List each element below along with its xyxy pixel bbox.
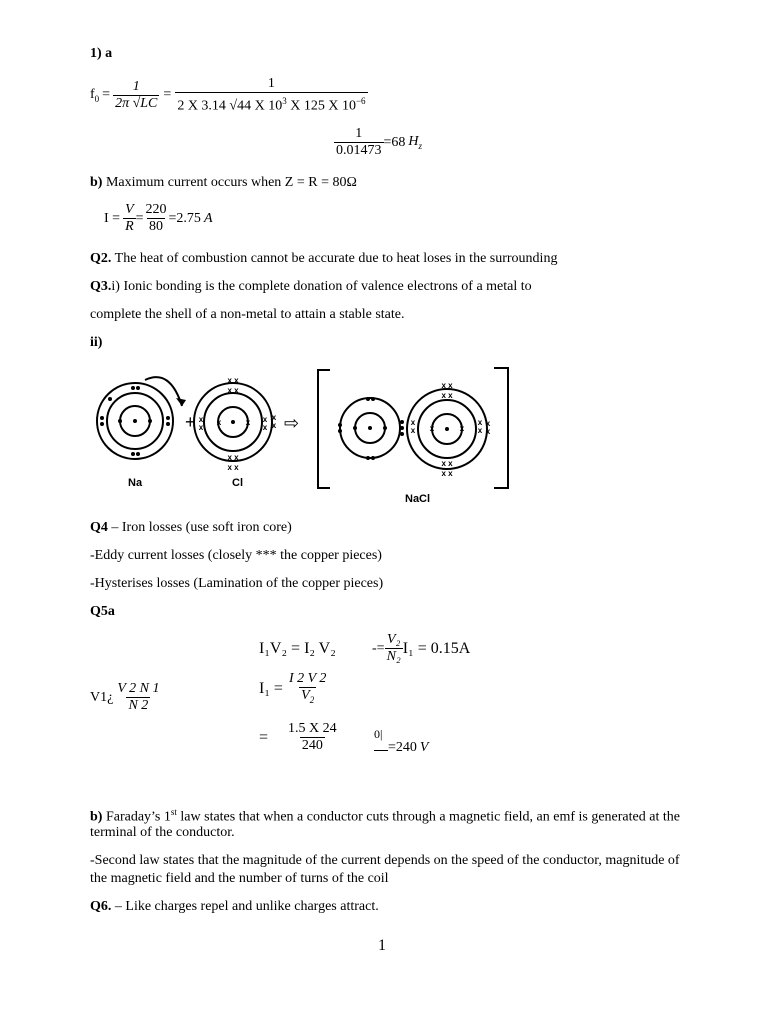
current-lhs: I =: [104, 210, 121, 226]
partial-fraction: 0|: [374, 727, 383, 741]
turns-fraction: [385, 632, 403, 665]
svg-text:x: x: [271, 413, 277, 422]
q3-line1: Q3.i) Ionic bonding is the complete donation of valence electrons of a metal to: [90, 279, 532, 294]
result-fraction: [334, 126, 384, 159]
v1-value: =240: [388, 740, 417, 755]
svg-text:x: x: [245, 418, 251, 427]
v1-unit: V: [419, 740, 429, 755]
f0-result: [334, 126, 422, 159]
electron-transfer-arrow: [145, 377, 182, 406]
q5b-second-law-1: -Second law states that the magnitude of the current depends on the speed of the conductor, magnitude of: [90, 853, 680, 868]
q5b-line2: terminal of the conductor.: [90, 825, 235, 840]
v1-fraction: [115, 681, 161, 714]
equals-sign: =: [102, 87, 111, 103]
svg-text:x x: x x: [441, 381, 453, 390]
svg-text:x: x: [477, 418, 483, 427]
svg-text:x: x: [262, 423, 268, 432]
svg-text:x: x: [477, 426, 483, 435]
fraction-numerator: 1: [355, 126, 363, 141]
svg-text:x: x: [410, 418, 416, 427]
plus-sign: +: [185, 412, 196, 432]
reaction-arrow: ⇨: [284, 413, 300, 433]
fraction-numerator: 1: [267, 76, 275, 91]
fraction-numerator: V: [125, 202, 134, 217]
q4-line1: Q4 – Iron losses (use soft iron core): [90, 520, 292, 535]
current-unit: A: [203, 210, 213, 226]
fraction-numerator: V₂: [386, 632, 401, 647]
svg-text:x: x: [459, 424, 465, 433]
fraction-denominator: 240: [301, 738, 323, 753]
fraction-denominator: 80: [149, 219, 164, 234]
q1b-line: b) Maximum current occurs when Z = R = 80Ω: [90, 175, 357, 190]
svg-text:x: x: [216, 418, 222, 427]
fraction-numerator: I 2 V 2: [288, 671, 327, 686]
svg-text:x x: x x: [441, 391, 453, 400]
q3-line2: complete the shell of a non-metal to attain a stable state.: [90, 307, 405, 322]
cl-electrons: [199, 376, 491, 478]
svg-text:x: x: [429, 424, 435, 433]
current-equation: [104, 202, 213, 235]
page-number: 1: [378, 937, 386, 954]
na-label: Na: [128, 477, 143, 489]
svg-text:x x: x x: [227, 453, 239, 462]
svg-text:x x: x x: [227, 376, 239, 385]
fraction-denominator: N 2: [128, 698, 149, 713]
svg-text:x: x: [198, 415, 204, 424]
i1-fraction: [287, 671, 328, 708]
equals-sign: =: [135, 210, 144, 226]
value-fraction: [144, 202, 169, 235]
fraction-denominator: R: [125, 219, 134, 234]
f0-symbol: $f_0$: [90, 86, 100, 104]
q4-line3: -Hysterises losses (Lamination of the copper pieces): [90, 576, 384, 591]
cl-label: Cl: [232, 477, 243, 489]
q5b-second-law-2: the magnetic field and the number of turns of the coil: [90, 871, 389, 886]
fraction-numerator: V 2 N 1: [117, 681, 160, 696]
svg-text:x x: x x: [227, 463, 239, 472]
svg-text:x x: x x: [441, 459, 453, 468]
svg-text:x x: x x: [227, 386, 239, 395]
ionic-bond-diagram: [90, 362, 520, 507]
q6-line: Q6. – Like charges repel and unlike charges attract.: [90, 899, 379, 914]
svg-text:x: x: [485, 427, 491, 436]
fraction-denominator: $V_2$: [299, 687, 316, 708]
substituted-fraction: [175, 76, 367, 115]
i1-value: I₁ = 0.15A: [402, 639, 471, 657]
q4-line2: -Eddy current losses (closely *** the copper pieces): [90, 548, 382, 563]
q3-ii-label: ii): [90, 335, 103, 350]
substitution-fraction: [286, 721, 339, 754]
fraction-numerator: 1.5 X 24: [288, 721, 337, 736]
q2-line: Q2. The heat of combustion cannot be accurate due to heat loses in the surrounding: [90, 251, 558, 266]
i1-lhs: I₁ =: [259, 680, 283, 698]
equals-fragment: -=: [372, 640, 385, 656]
power-equation: I₁V₂ = I₂ V₂: [259, 640, 336, 657]
i1-substitution: [259, 721, 339, 754]
q5b-line1: b) Faraday’s 1st law states that when a conductor cuts through a magnetic field, an emf is generated at the: [90, 807, 680, 825]
q5-label: Q5a: [90, 604, 115, 619]
resonance-fraction: [113, 79, 159, 112]
f0-equation: [90, 76, 368, 115]
v1-lhs: V1¿: [90, 689, 114, 705]
v1-equation: [90, 681, 161, 714]
v1-result: [374, 728, 428, 756]
svg-text:x: x: [485, 419, 491, 428]
svg-text:x: x: [198, 423, 204, 432]
svg-text:x: x: [271, 421, 277, 430]
i1-equation: [259, 671, 328, 708]
q1-label: 1) a: [90, 46, 113, 61]
svg-text:x: x: [262, 415, 268, 424]
fraction-denominator: N₂: [386, 649, 401, 664]
fraction-denominator: 0.01473: [336, 143, 382, 158]
left-bracket: [318, 370, 330, 488]
fraction-denominator: 2 X 3.14 √44 X $10^3$ X 125 X $10^{-6}$: [175, 92, 367, 115]
equals-sign: =: [163, 87, 172, 103]
svg-text:x x: x x: [441, 469, 453, 478]
current-value-line: [372, 632, 470, 665]
right-bracket: [494, 368, 508, 488]
nacl-label: NaCl: [405, 493, 431, 505]
equals-sign: =: [259, 728, 269, 746]
na-electrons: [100, 386, 404, 460]
fraction-numerator: 1: [132, 78, 140, 94]
ohm-fraction: [123, 202, 136, 235]
current-result: =2.75: [168, 210, 201, 226]
result-value: =68: [383, 134, 406, 150]
fraction-denominator: 2π √LC: [115, 95, 158, 111]
fraction-numerator: 220: [145, 202, 167, 217]
result-unit: $H_z$: [408, 134, 423, 151]
svg-text:x: x: [410, 426, 416, 435]
